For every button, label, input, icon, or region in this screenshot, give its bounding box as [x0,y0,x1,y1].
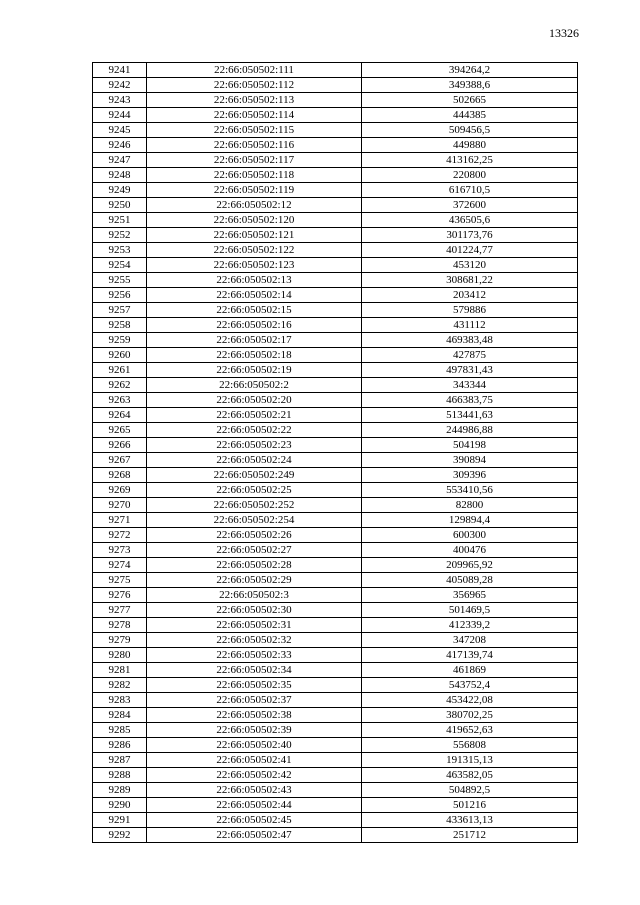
table-row [93,738,578,753]
row-number-cell: 9291 [93,813,147,828]
table-row [93,363,578,378]
table-row [93,408,578,423]
cadastral-number-cell: 22:66:050502:22 [147,423,362,438]
row-number-cell: 9274 [93,558,147,573]
table-row [93,513,578,528]
cadastral-number-cell: 22:66:050502:123 [147,258,362,273]
cadastral-value-cell: 553410,56 [362,483,578,498]
row-number-cell: 9252 [93,228,147,243]
row-number-cell: 9250 [93,198,147,213]
table-body [93,63,578,843]
cadastral-value-cell: 413162,25 [362,153,578,168]
cadastral-number-cell: 22:66:050502:113 [147,93,362,108]
cadastral-number-cell: 22:66:050502:30 [147,603,362,618]
table-row [93,183,578,198]
cadastral-value-cell: 513441,63 [362,408,578,423]
row-number-cell: 9251 [93,213,147,228]
cadastral-number-cell: 22:66:050502:32 [147,633,362,648]
table-row [93,663,578,678]
row-number-cell: 9246 [93,138,147,153]
row-number-cell: 9261 [93,363,147,378]
cadastral-value-cell: 244986,88 [362,423,578,438]
cadastral-value-cell: 209965,92 [362,558,578,573]
page-number: 13326 [549,26,579,40]
table-row [93,258,578,273]
row-number-cell: 9249 [93,183,147,198]
row-number-cell: 9260 [93,348,147,363]
cadastral-value-cell: 349388,6 [362,78,578,93]
row-number-cell: 9290 [93,798,147,813]
cadastral-number-cell: 22:66:050502:19 [147,363,362,378]
cadastral-value-cell: 444385 [362,108,578,123]
cadastral-value-cell: 463582,05 [362,768,578,783]
table-row [93,438,578,453]
cadastral-value-cell: 380702,25 [362,708,578,723]
row-number-cell: 9271 [93,513,147,528]
table-row [93,558,578,573]
cadastral-value-cell: 347208 [362,633,578,648]
table-row [93,288,578,303]
cadastral-number-cell: 22:66:050502:33 [147,648,362,663]
table-row [93,573,578,588]
cadastral-value-cell: 556808 [362,738,578,753]
row-number-cell: 9273 [93,543,147,558]
cadastral-number-cell: 22:66:050502:44 [147,798,362,813]
cadastral-number-cell: 22:66:050502:42 [147,768,362,783]
table-row [93,813,578,828]
cadastral-number-cell: 22:66:050502:254 [147,513,362,528]
cadastral-value-cell: 453422,08 [362,693,578,708]
row-number-cell: 9243 [93,93,147,108]
cadastral-value-cell: 400476 [362,543,578,558]
cadastral-number-cell: 22:66:050502:23 [147,438,362,453]
row-number-cell: 9242 [93,78,147,93]
row-number-cell: 9266 [93,438,147,453]
cadastral-number-cell: 22:66:050502:121 [147,228,362,243]
table-row [93,693,578,708]
cadastral-value-cell: 461869 [362,663,578,678]
row-number-cell: 9258 [93,318,147,333]
cadastral-number-cell: 22:66:050502:28 [147,558,362,573]
table-row [93,483,578,498]
row-number-cell: 9267 [93,453,147,468]
row-number-cell: 9248 [93,168,147,183]
cadastral-number-cell: 22:66:050502:40 [147,738,362,753]
row-number-cell: 9256 [93,288,147,303]
cadastral-number-cell: 22:66:050502:16 [147,318,362,333]
table-row [93,318,578,333]
cadastral-number-cell: 22:66:050502:111 [147,63,362,78]
cadastral-value-cell: 401224,77 [362,243,578,258]
cadastral-number-cell: 22:66:050502:29 [147,573,362,588]
table-row [93,543,578,558]
cadastral-number-cell: 22:66:050502:117 [147,153,362,168]
cadastral-value-cell: 372600 [362,198,578,213]
row-number-cell: 9255 [93,273,147,288]
cadastral-value-cell: 356965 [362,588,578,603]
row-number-cell: 9262 [93,378,147,393]
row-number-cell: 9280 [93,648,147,663]
cadastral-value-cell: 82800 [362,498,578,513]
table-row [93,153,578,168]
cadastral-number-cell: 22:66:050502:27 [147,543,362,558]
table-row [93,453,578,468]
cadastral-number-cell: 22:66:050502:31 [147,618,362,633]
table-row [93,63,578,78]
cadastral-value-cell: 509456,5 [362,123,578,138]
cadastral-value-cell: 504892,5 [362,783,578,798]
cadastral-value-cell: 220800 [362,168,578,183]
cadastral-value-cell: 251712 [362,828,578,843]
table-row [93,198,578,213]
table-row [93,498,578,513]
cadastral-value-cell: 504198 [362,438,578,453]
cadastral-number-cell: 22:66:050502:34 [147,663,362,678]
table-row [93,273,578,288]
cadastral-value-cell: 616710,5 [362,183,578,198]
cadastral-number-cell: 22:66:050502:38 [147,708,362,723]
cadastral-number-cell: 22:66:050502:3 [147,588,362,603]
table-row [93,213,578,228]
cadastral-value-cell: 431112 [362,318,578,333]
cadastral-value-cell: 308681,22 [362,273,578,288]
cadastral-number-cell: 22:66:050502:2 [147,378,362,393]
table-row [93,303,578,318]
cadastral-number-cell: 22:66:050502:114 [147,108,362,123]
cadastral-number-cell: 22:66:050502:20 [147,393,362,408]
cadastral-number-cell: 22:66:050502:252 [147,498,362,513]
cadastral-value-cell: 191315,13 [362,753,578,768]
table-row [93,618,578,633]
row-number-cell: 9283 [93,693,147,708]
row-number-cell: 9270 [93,498,147,513]
table-row [93,783,578,798]
cadastral-number-cell: 22:66:050502:25 [147,483,362,498]
table-row [93,798,578,813]
cadastral-number-cell: 22:66:050502:118 [147,168,362,183]
cadastral-value-cell: 497831,43 [362,363,578,378]
cadastral-value-cell: 301173,76 [362,228,578,243]
cadastral-number-cell: 22:66:050502:249 [147,468,362,483]
row-number-cell: 9245 [93,123,147,138]
table-row [93,603,578,618]
cadastral-value-cell: 203412 [362,288,578,303]
cadastral-value-cell: 419652,63 [362,723,578,738]
cadastral-number-cell: 22:66:050502:116 [147,138,362,153]
cadastral-value-cell: 469383,48 [362,333,578,348]
row-number-cell: 9292 [93,828,147,843]
table-row [93,753,578,768]
cadastral-number-cell: 22:66:050502:35 [147,678,362,693]
table-row [93,588,578,603]
cadastral-number-cell: 22:66:050502:115 [147,123,362,138]
cadastral-number-cell: 22:66:050502:45 [147,813,362,828]
cadastral-number-cell: 22:66:050502:122 [147,243,362,258]
cadastral-value-cell: 390894 [362,453,578,468]
cadastral-value-table [92,62,578,843]
cadastral-value-cell: 543752,4 [362,678,578,693]
row-number-cell: 9278 [93,618,147,633]
row-number-cell: 9265 [93,423,147,438]
row-number-cell: 9244 [93,108,147,123]
table-row [93,78,578,93]
cadastral-value-cell: 405089,28 [362,573,578,588]
table-row [93,768,578,783]
cadastral-number-cell: 22:66:050502:21 [147,408,362,423]
row-number-cell: 9289 [93,783,147,798]
table-row [93,168,578,183]
row-number-cell: 9279 [93,633,147,648]
cadastral-value-cell: 412339,2 [362,618,578,633]
table-row [93,633,578,648]
cadastral-number-cell: 22:66:050502:24 [147,453,362,468]
cadastral-value-cell: 579886 [362,303,578,318]
row-number-cell: 9269 [93,483,147,498]
cadastral-value-cell: 129894,4 [362,513,578,528]
cadastral-number-cell: 22:66:050502:37 [147,693,362,708]
cadastral-number-cell: 22:66:050502:13 [147,273,362,288]
table-row [93,333,578,348]
cadastral-number-cell: 22:66:050502:39 [147,723,362,738]
table-row [93,348,578,363]
cadastral-value-cell: 466383,75 [362,393,578,408]
cadastral-number-cell: 22:66:050502:14 [147,288,362,303]
cadastral-number-cell: 22:66:050502:112 [147,78,362,93]
row-number-cell: 9241 [93,63,147,78]
cadastral-number-cell: 22:66:050502:26 [147,528,362,543]
cadastral-value-cell: 436505,6 [362,213,578,228]
row-number-cell: 9285 [93,723,147,738]
cadastral-value-cell: 427875 [362,348,578,363]
row-number-cell: 9277 [93,603,147,618]
table-row [93,468,578,483]
table-row [93,393,578,408]
table-row [93,123,578,138]
row-number-cell: 9253 [93,243,147,258]
cadastral-number-cell: 22:66:050502:15 [147,303,362,318]
row-number-cell: 9257 [93,303,147,318]
table-row [93,138,578,153]
table-row [93,678,578,693]
cadastral-number-cell: 22:66:050502:12 [147,198,362,213]
cadastral-number-cell: 22:66:050502:119 [147,183,362,198]
row-number-cell: 9247 [93,153,147,168]
cadastral-number-cell: 22:66:050502:43 [147,783,362,798]
row-number-cell: 9288 [93,768,147,783]
cadastral-value-cell: 417139,74 [362,648,578,663]
cadastral-number-cell: 22:66:050502:41 [147,753,362,768]
row-number-cell: 9259 [93,333,147,348]
cadastral-value-cell: 433613,13 [362,813,578,828]
table-row [93,228,578,243]
table-row [93,108,578,123]
cadastral-number-cell: 22:66:050502:18 [147,348,362,363]
table-row [93,423,578,438]
cadastral-number-cell: 22:66:050502:47 [147,828,362,843]
table-row [93,828,578,843]
cadastral-value-cell: 394264,2 [362,63,578,78]
cadastral-value-cell: 600300 [362,528,578,543]
row-number-cell: 9276 [93,588,147,603]
cadastral-value-cell: 449880 [362,138,578,153]
table-row [93,378,578,393]
row-number-cell: 9286 [93,738,147,753]
table-row [93,708,578,723]
cadastral-value-cell: 309396 [362,468,578,483]
table-row [93,723,578,738]
cadastral-number-cell: 22:66:050502:17 [147,333,362,348]
table-row [93,93,578,108]
row-number-cell: 9264 [93,408,147,423]
row-number-cell: 9287 [93,753,147,768]
row-number-cell: 9254 [93,258,147,273]
cadastral-value-cell: 502665 [362,93,578,108]
row-number-cell: 9263 [93,393,147,408]
cadastral-number-cell: 22:66:050502:120 [147,213,362,228]
cadastral-value-cell: 343344 [362,378,578,393]
cadastral-value-cell: 501469,5 [362,603,578,618]
row-number-cell: 9275 [93,573,147,588]
cadastral-value-cell: 501216 [362,798,578,813]
table-row [93,528,578,543]
table-row [93,648,578,663]
cadastral-value-cell: 453120 [362,258,578,273]
table-row [93,243,578,258]
row-number-cell: 9282 [93,678,147,693]
row-number-cell: 9284 [93,708,147,723]
row-number-cell: 9272 [93,528,147,543]
row-number-cell: 9268 [93,468,147,483]
row-number-cell: 9281 [93,663,147,678]
